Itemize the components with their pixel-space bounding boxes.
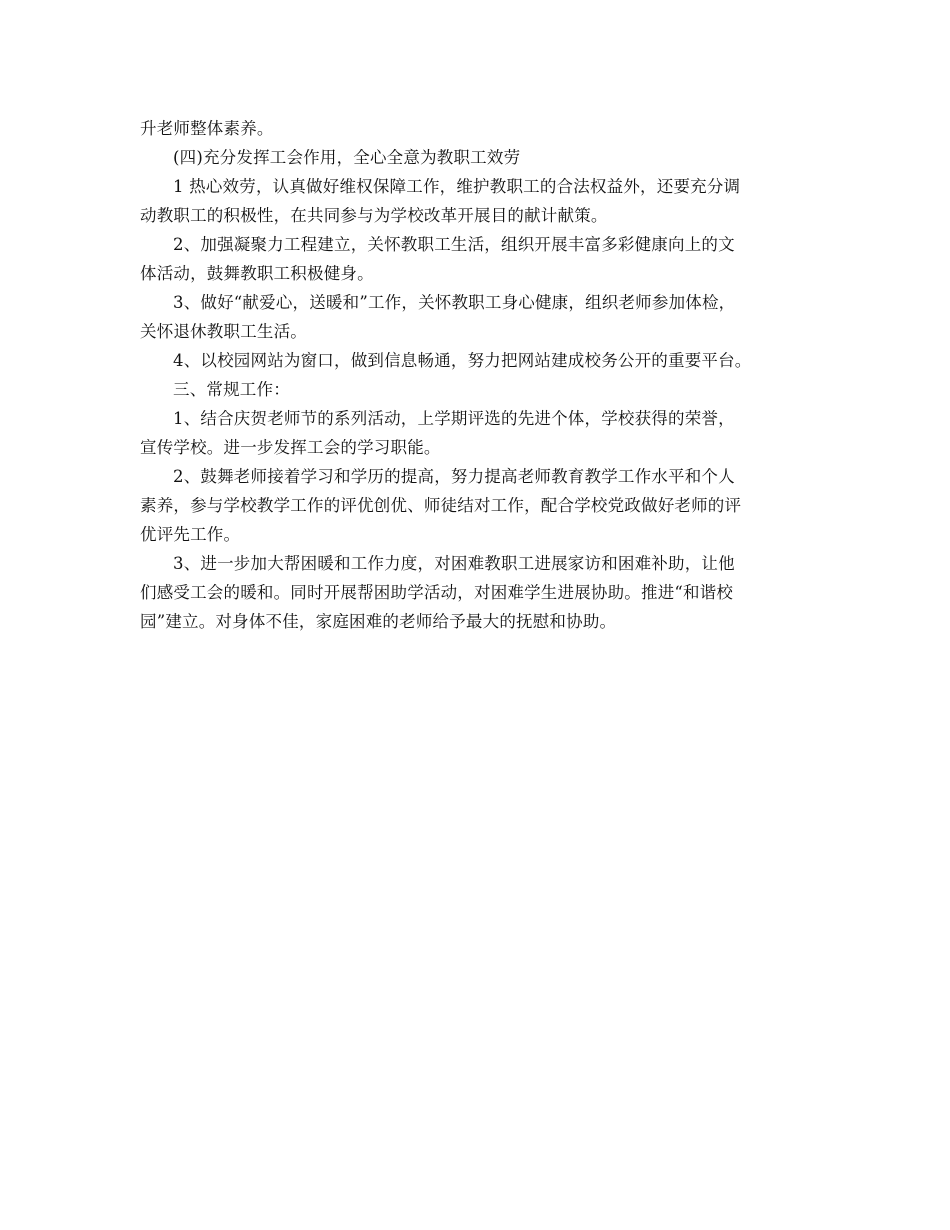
- text-line: 优评先工作。: [140, 525, 241, 544]
- text-line: 4、以校园网站为窗口，做到信息畅通，努力把网站建成校务公开的重要平台。: [173, 351, 752, 370]
- text-line: 园”建立。对身体不佳，家庭困难的老师给予最大的抚慰和协助。: [140, 612, 617, 631]
- text-line: 升老师整体素养。: [140, 119, 274, 138]
- text-line: 们感受工会的暖和。同时开展帮困助学活动，对困难学生进展协助。推进“和谐校: [140, 583, 734, 602]
- text-line: 1、结合庆贺老师节的系列活动，上学期评选的先进个体，学校获得的荣誉，: [173, 409, 735, 428]
- text-line: 关怀退休教职工生活。: [140, 322, 307, 341]
- text-line: 3、做好“献爱心，送暖和”工作，关怀教职工身心健康，组织老师参加体检，: [173, 293, 736, 312]
- document-body: [140, 114, 808, 636]
- text-line: 宣传学校。进一步发挥工会的学习职能。: [140, 438, 441, 457]
- text-line: (四)充分发挥工会作用，全心全意为教职工效劳: [173, 148, 521, 167]
- text-line: 1 热心效劳，认真做好维权保障工作，维护教职工的合法权益外，还要充分调: [173, 177, 741, 196]
- text-line: 3、进一步加大帮困暖和工作力度，对困难教职工进展家访和困难补助，让他: [173, 554, 735, 573]
- text-line: 素养，参与学校教学工作的评优创优、师徒结对工作，配合学校党政做好老师的评: [140, 496, 742, 515]
- text-line: 三、常规工作：: [173, 380, 290, 399]
- text-line: 2、鼓舞老师接着学习和学历的提高，努力提高老师教育教学工作水平和个人: [173, 467, 735, 486]
- text-line: 体活动，鼓舞教职工积极健身。: [140, 264, 374, 283]
- text-line: 2、加强凝聚力工程建立，关怀教职工生活，组织开展丰富多彩健康向上的文: [173, 235, 735, 254]
- text-line: 动教职工的积极性，在共同参与为学校改革开展目的献计献策。: [140, 206, 608, 225]
